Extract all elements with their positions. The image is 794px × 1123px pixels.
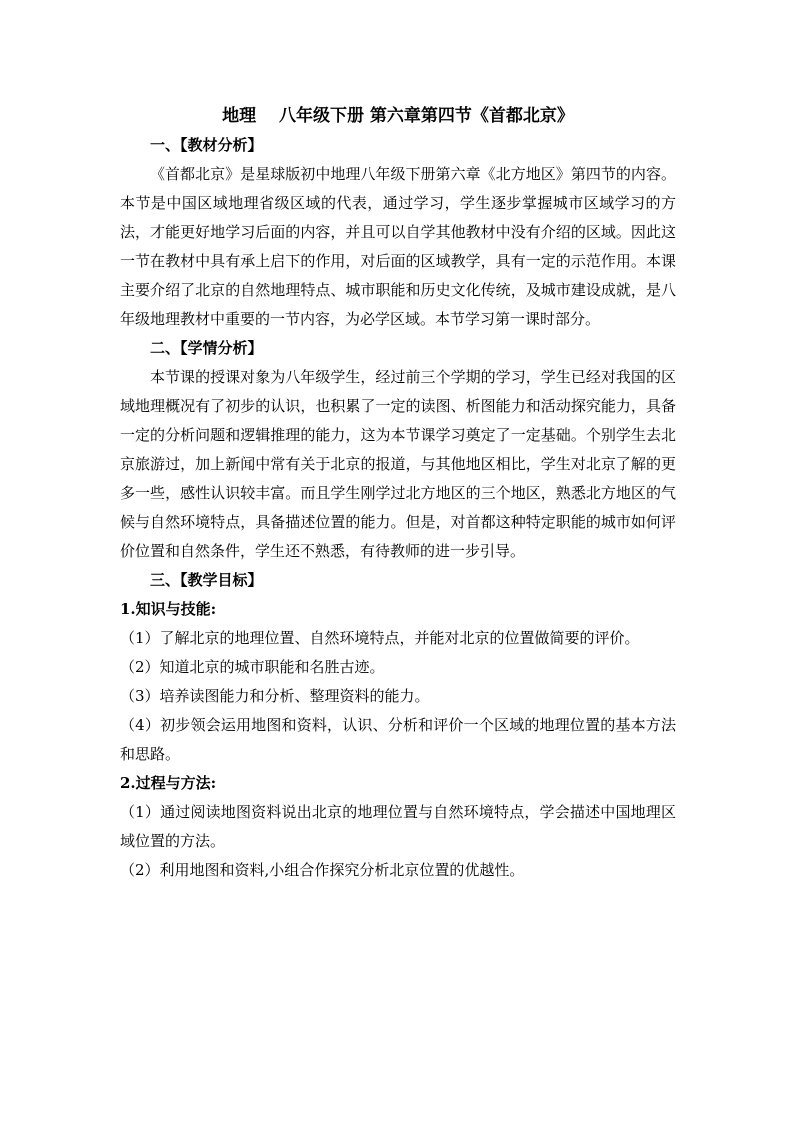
objective-item: （3）培养读图能力和分析、整理资料的能力。 xyxy=(120,687,430,705)
objective-heading-knowledge-skills: 1.知识与技能: xyxy=(120,600,217,618)
objective-item: （2）利用地图和资料,小组合作探究分析北京位置的优越性。 xyxy=(120,861,525,879)
paragraph-student-analysis: 本节课的授课对象为八年级学生，经过前三个学期的学习，学生已经对我国的区域地理概况有了初步的认识，也积累了一定的读图、析图能力和活动探究能力，具备一定的分析问题和逻辑推理的能力，这为本节课学习奠定了一定基础。个别学生去北京旅游过，加上新闻中常有关于北京的报道，与其他地区相比，学生对北京了解的更多一些，感性认识较丰富。而且学生刚学过北方地区的三个地区，熟悉北方地区的气候与自然环境特点，具备描述位置的能力。但是，对首都这种特定职能的城市如何评价位置和自然条件，学生还不熟悉，有待教师的进一步引导。 xyxy=(120,368,676,560)
objective-item: （2）知道北京的城市职能和名胜古迹。 xyxy=(120,658,385,676)
objective-item: （1）了解北京的地理位置、自然环境特点，并能对北京的位置做简要的评价。 xyxy=(120,629,640,647)
objective-heading-process-methods: 2.过程与方法: xyxy=(120,774,217,792)
document-page xyxy=(120,101,676,885)
paragraph-textbook-analysis: 《首都北京》是星球版初中地理八年级下册第六章《北方地区》第四节的内容。本节是中国区域地理省级区域的代表，通过学习，学生逐步掌握城市区域学习的方法，才能更好地学习后面的内容，并且可以自学其他教材中没有介绍的区域。因此这一节在教材中具有承上启下的作用，对后面的区域教学，具有一定的示范作用。本课主要介绍了北京的自然地理特点、城市职能和历史文化传统，及城市建设成就，是八年级地理教材中重要的一节内容，为必学区域。本节学习第一课时部分。 xyxy=(120,165,676,328)
section-heading-textbook-analysis: 一、【教材分析】 xyxy=(150,136,263,154)
document-title: 地理 八年级下册 第六章第四节《首都北京》 xyxy=(222,106,574,126)
section-heading-student-analysis: 二、【学情分析】 xyxy=(150,339,263,357)
objective-item: （1）通过阅读地图资料说出北京的地理位置与自然环境特点，学会描述中国地理区域位置的方法。 xyxy=(120,803,676,850)
section-heading-teaching-objectives: 三、【教学目标】 xyxy=(150,571,263,589)
objective-item: （4）初步领会运用地图和资料，认识、分析和评价一个区域的地理位置的基本方法和思路。 xyxy=(120,716,676,763)
